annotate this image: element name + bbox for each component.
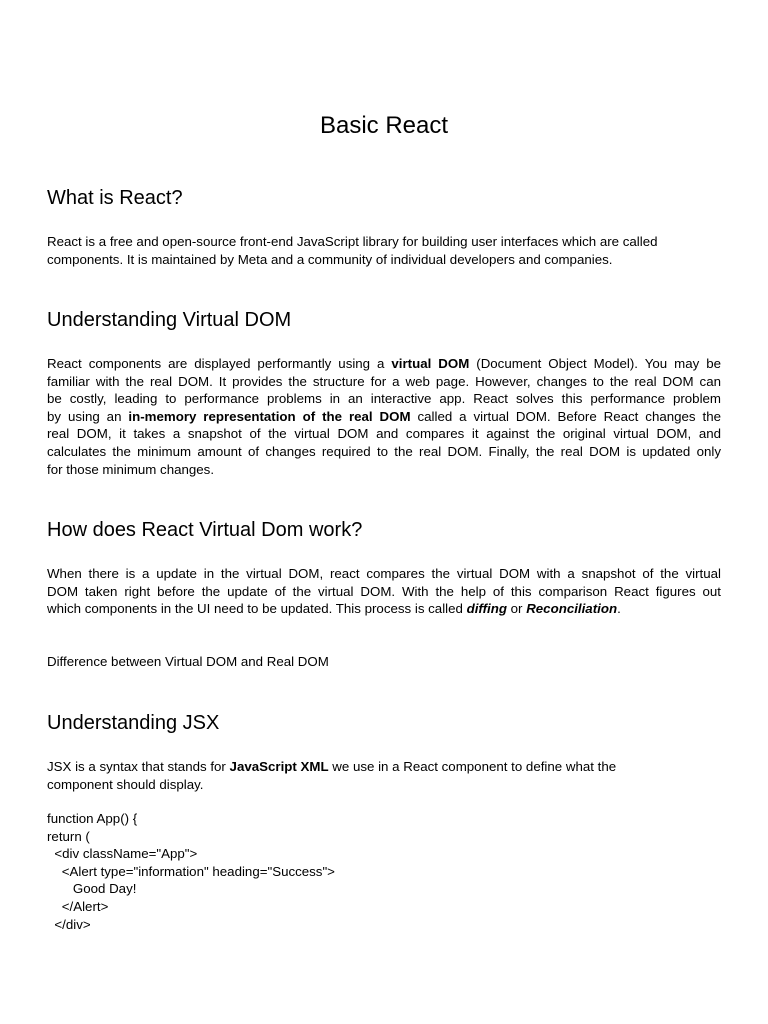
paragraph-virtual-dom: [47, 355, 721, 478]
bold-italic-term: diffing: [466, 601, 507, 617]
text-line: familiar with the real DOM. It provides the structure for a web page. However, changes to the real DOM can: [47, 373, 721, 389]
code-line: <div className="App">: [47, 846, 198, 862]
text-line: component should display.: [47, 776, 204, 792]
bold-term: virtual DOM: [391, 356, 470, 371]
bold-term: JavaScript XML: [229, 759, 329, 774]
paragraph-how-virtual-dom-works: [47, 565, 721, 618]
heading-how-virtual-dom-works: How does React Virtual Dom work?: [47, 519, 363, 541]
code-line: </Alert>: [47, 898, 109, 914]
bold-term: in-memory representation of the real DOM: [128, 408, 411, 424]
text-line: DOM taken right before the update of the virtual DOM. With the help of this comparison React figures out: [47, 583, 721, 599]
heading-understanding-virtual-dom: Understanding Virtual DOM: [47, 309, 292, 331]
heading-what-is-react: What is React?: [47, 187, 183, 209]
code-line: function App() {: [47, 811, 138, 826]
code-line: return (: [47, 828, 90, 844]
text-line: components. It is maintained by Meta and a community of individual developers and companies.: [47, 251, 613, 267]
text-line: which components in the UI need to be updated. This process is called diffing or Reconciliation.: [47, 601, 621, 617]
code-line: <Alert type="information" heading="Success">: [47, 863, 335, 879]
code-line: Good Day!: [47, 881, 137, 897]
text-line: real DOM, it takes a snapshot of the virtual DOM and compares it against the original virtual DOM, and: [47, 426, 721, 442]
heading-understanding-jsx: Understanding JSX: [47, 712, 220, 734]
text-line: be costly, leading to performance problems in an interactive app. React solves this performance problem: [47, 391, 721, 407]
text-line: When there is a update in the virtual DOM, react compares the virtual DOM with a snapshot of the virtual: [47, 566, 721, 581]
text-line: for those minimum changes.: [47, 461, 215, 477]
code-sample: [47, 810, 335, 933]
text-line: calculates the minimum amount of changes required to the real DOM. Finally, the real DOM is updated only: [47, 443, 721, 459]
text-line: by using an in-memory representation of the real DOM called a virtual DOM. Before React changes the: [47, 408, 721, 424]
bold-italic-term: Reconciliation: [526, 601, 618, 617]
text-line: React is a free and open-source front-end JavaScript library for building user interfaces which are called: [47, 234, 658, 249]
paragraph-jsx: [47, 758, 721, 793]
text-line: React components are displayed performantly using a virtual DOM (Document Object Model). You may be: [47, 356, 721, 371]
code-line: </div>: [47, 916, 91, 932]
text-line: JSX is a syntax that stands for JavaScript XML we use in a React component to define what the: [47, 759, 617, 774]
paragraph-what-is-react: [47, 233, 721, 268]
page-title: Basic React: [319, 112, 449, 139]
difference-caption: Difference between Virtual DOM and Real DOM: [47, 654, 329, 669]
